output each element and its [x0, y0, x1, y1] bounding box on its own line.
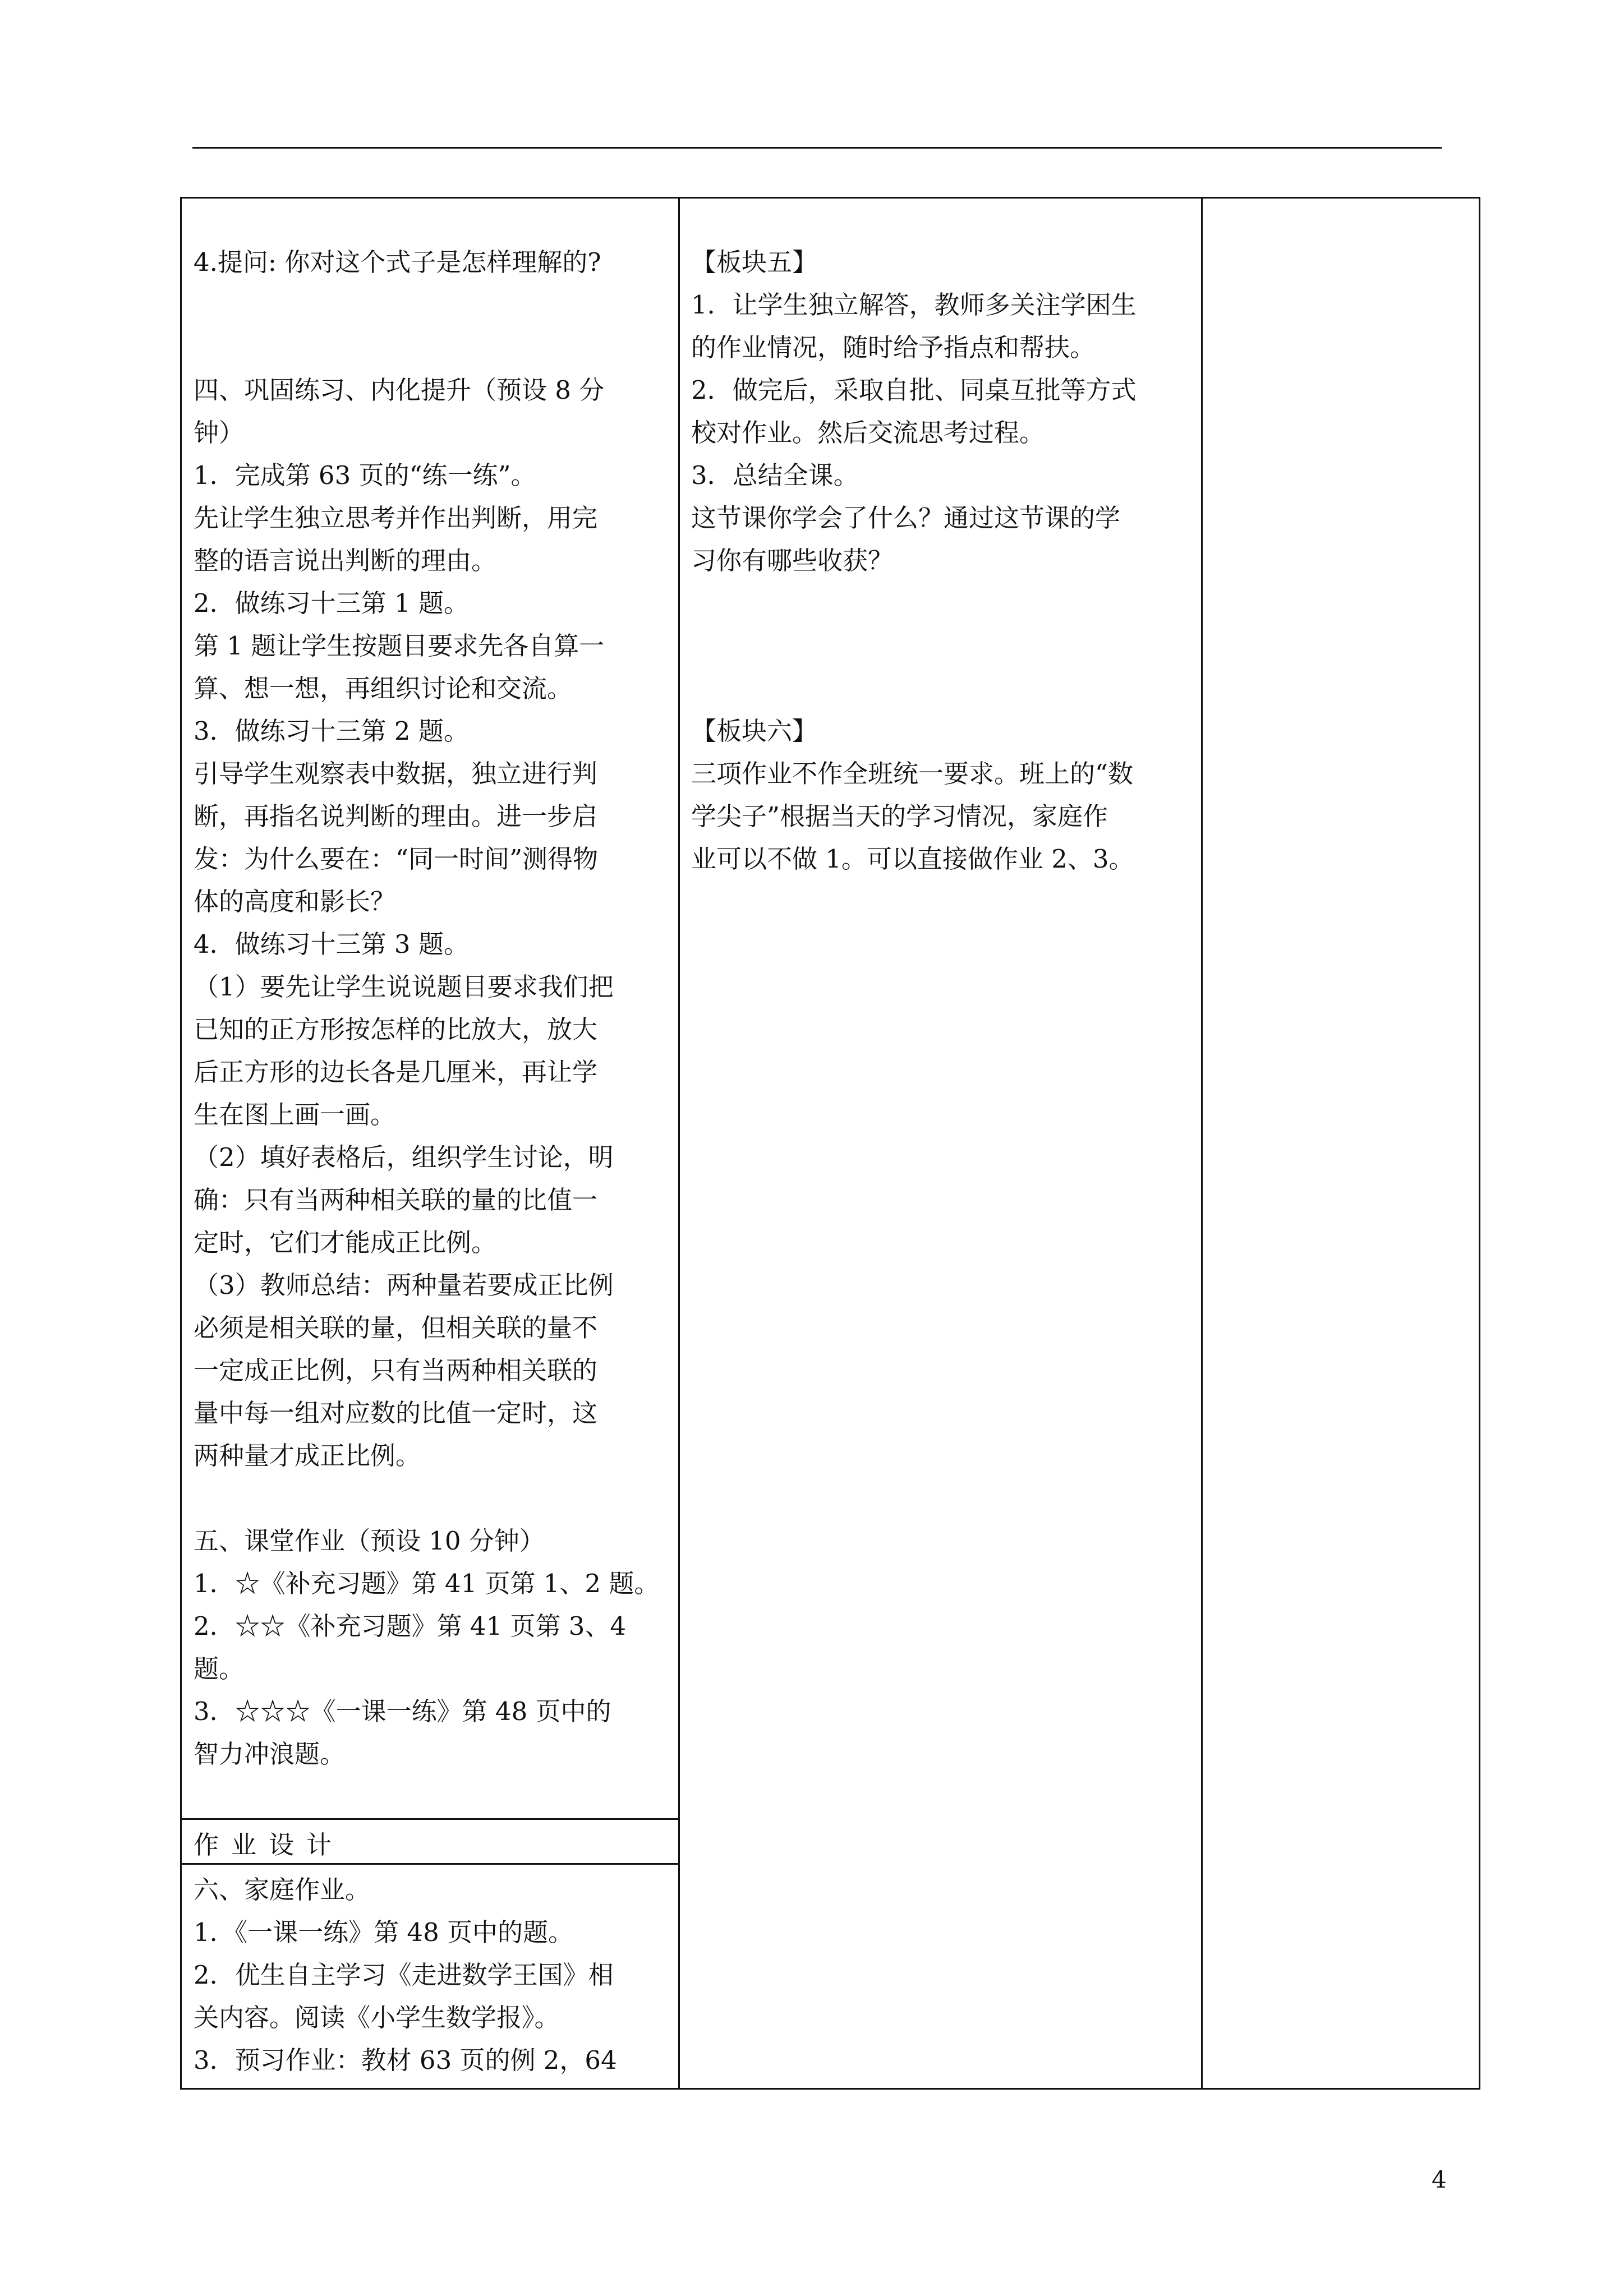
text-line: 2．优生自主学习《走进数学王国》相 [194, 1960, 614, 1990]
row-divider-upper [180, 1818, 680, 1820]
text-line: 五、课堂作业（预设 10 分钟） [194, 1526, 545, 1556]
text-line: 已知的正方形按怎样的比放大，放大 [194, 1015, 598, 1044]
spacer [691, 582, 1137, 625]
text-line: 三项作业不作全班统一要求。班上的“数 [691, 759, 1134, 789]
text-line: 2．做完后，采取自批、同桌互批等方式 [691, 375, 1137, 405]
text-line: 智力冲浪题。 [194, 1739, 346, 1769]
text-line: 这节课你学会了什么？通过这节课的学 [691, 503, 1121, 533]
text-line: 4.提问: 你对这个式子是怎样理解的? [194, 247, 601, 277]
page-number: 4 [1432, 2166, 1447, 2193]
text-line: 定时，它们才能成正比例。 [194, 1228, 497, 1257]
text-line: 第 1 题让学生按题目要求先各自算一 [194, 631, 605, 661]
middle-column [691, 241, 1137, 880]
homework-design-label: 作业设计 [194, 1830, 344, 1860]
text-line: （2）填好表格后，组织学生讨论，明 [194, 1142, 614, 1172]
spacer [194, 284, 659, 369]
text-line: 钟） [194, 418, 245, 448]
column-divider-1 [678, 197, 680, 2090]
text-line: 1．☆《补充习题》第 41 页第 1、2 题。 [194, 1569, 660, 1598]
text-line: 生在图上画一画。 [194, 1100, 396, 1129]
text-line: （3）教师总结：两种量若要成正比例 [194, 1270, 614, 1300]
spacer [691, 625, 1137, 710]
text-line: 的作业情况，随时给予指点和帮扶。 [691, 333, 1096, 362]
text-line: 算、想一想，再组织讨论和交流。 [194, 674, 573, 703]
text-line: 3．预习作业：教材 63 页的例 2，64 [194, 2045, 617, 2075]
text-line: 4．做练习十三第 3 题。 [194, 929, 469, 959]
text-line: 后正方形的边长各是几厘米，再让学 [194, 1057, 598, 1087]
text-line: 校对作业。然后交流思考过程。 [691, 418, 1045, 448]
text-line: 体的高度和影长？ [194, 887, 396, 916]
text-line: 量中每一组对应数的比值一定时，这 [194, 1398, 598, 1428]
text-line: 【板块五】 [691, 247, 818, 277]
text-line: 确：只有当两种相关联的量的比值一 [194, 1185, 598, 1215]
text-line: 1．《一课一练》第 48 页中的题。 [194, 1917, 574, 1947]
spacer [194, 1477, 659, 1520]
text-line: 1．让学生独立解答，教师多关注学困生 [691, 290, 1137, 320]
text-line: 先让学生独立思考并作出判断，用完 [194, 503, 598, 533]
text-line: 断，再指名说判断的理由。进一步启 [194, 801, 598, 831]
text-line: 六、家庭作业。 [194, 1875, 371, 1905]
text-line: 整的语言说出判断的理由。 [194, 546, 497, 575]
text-line: 引导学生观察表中数据，独立进行判 [194, 759, 598, 789]
text-line: 3．做练习十三第 2 题。 [194, 716, 469, 746]
text-line: 1．完成第 63 页的“练一练”。 [194, 460, 536, 490]
text-line: 业可以不做 1。可以直接做作业 2、3。 [691, 844, 1134, 874]
text-line: 2．做练习十三第 1 题。 [194, 588, 469, 618]
text-line: 2．☆☆《补充习题》第 41 页第 3、4 [194, 1611, 627, 1641]
text-line: 必须是相关联的量，但相关联的量不 [194, 1313, 598, 1343]
header-rule [192, 147, 1442, 149]
text-line: （1）要先让学生说说题目要求我们把 [194, 972, 614, 1002]
text-line: 习你有哪些收获？ [691, 546, 894, 575]
text-line: 一定成正比例，只有当两种相关联的 [194, 1356, 598, 1385]
text-line: 3．总结全课。 [691, 460, 859, 490]
text-line: 学尖子”根据当天的学习情况，家庭作 [691, 801, 1108, 831]
text-line: 【板块六】 [691, 716, 818, 746]
text-line: 关内容。阅读《小学生数学报》。 [194, 2003, 560, 2032]
text-line: 四、巩固练习、内化提升（预设 8 分 [194, 375, 605, 405]
text-line: 发：为什么要在：“同一时间”测得物 [194, 844, 599, 874]
text-line: 题。 [194, 1654, 245, 1684]
text-line: 两种量才成正比例。 [194, 1441, 421, 1470]
left-column-upper [194, 241, 659, 1776]
column-divider-2 [1201, 197, 1203, 2090]
left-column-lower [194, 1869, 617, 2082]
text-line: 3．☆☆☆《一课一练》第 48 页中的 [194, 1696, 611, 1726]
